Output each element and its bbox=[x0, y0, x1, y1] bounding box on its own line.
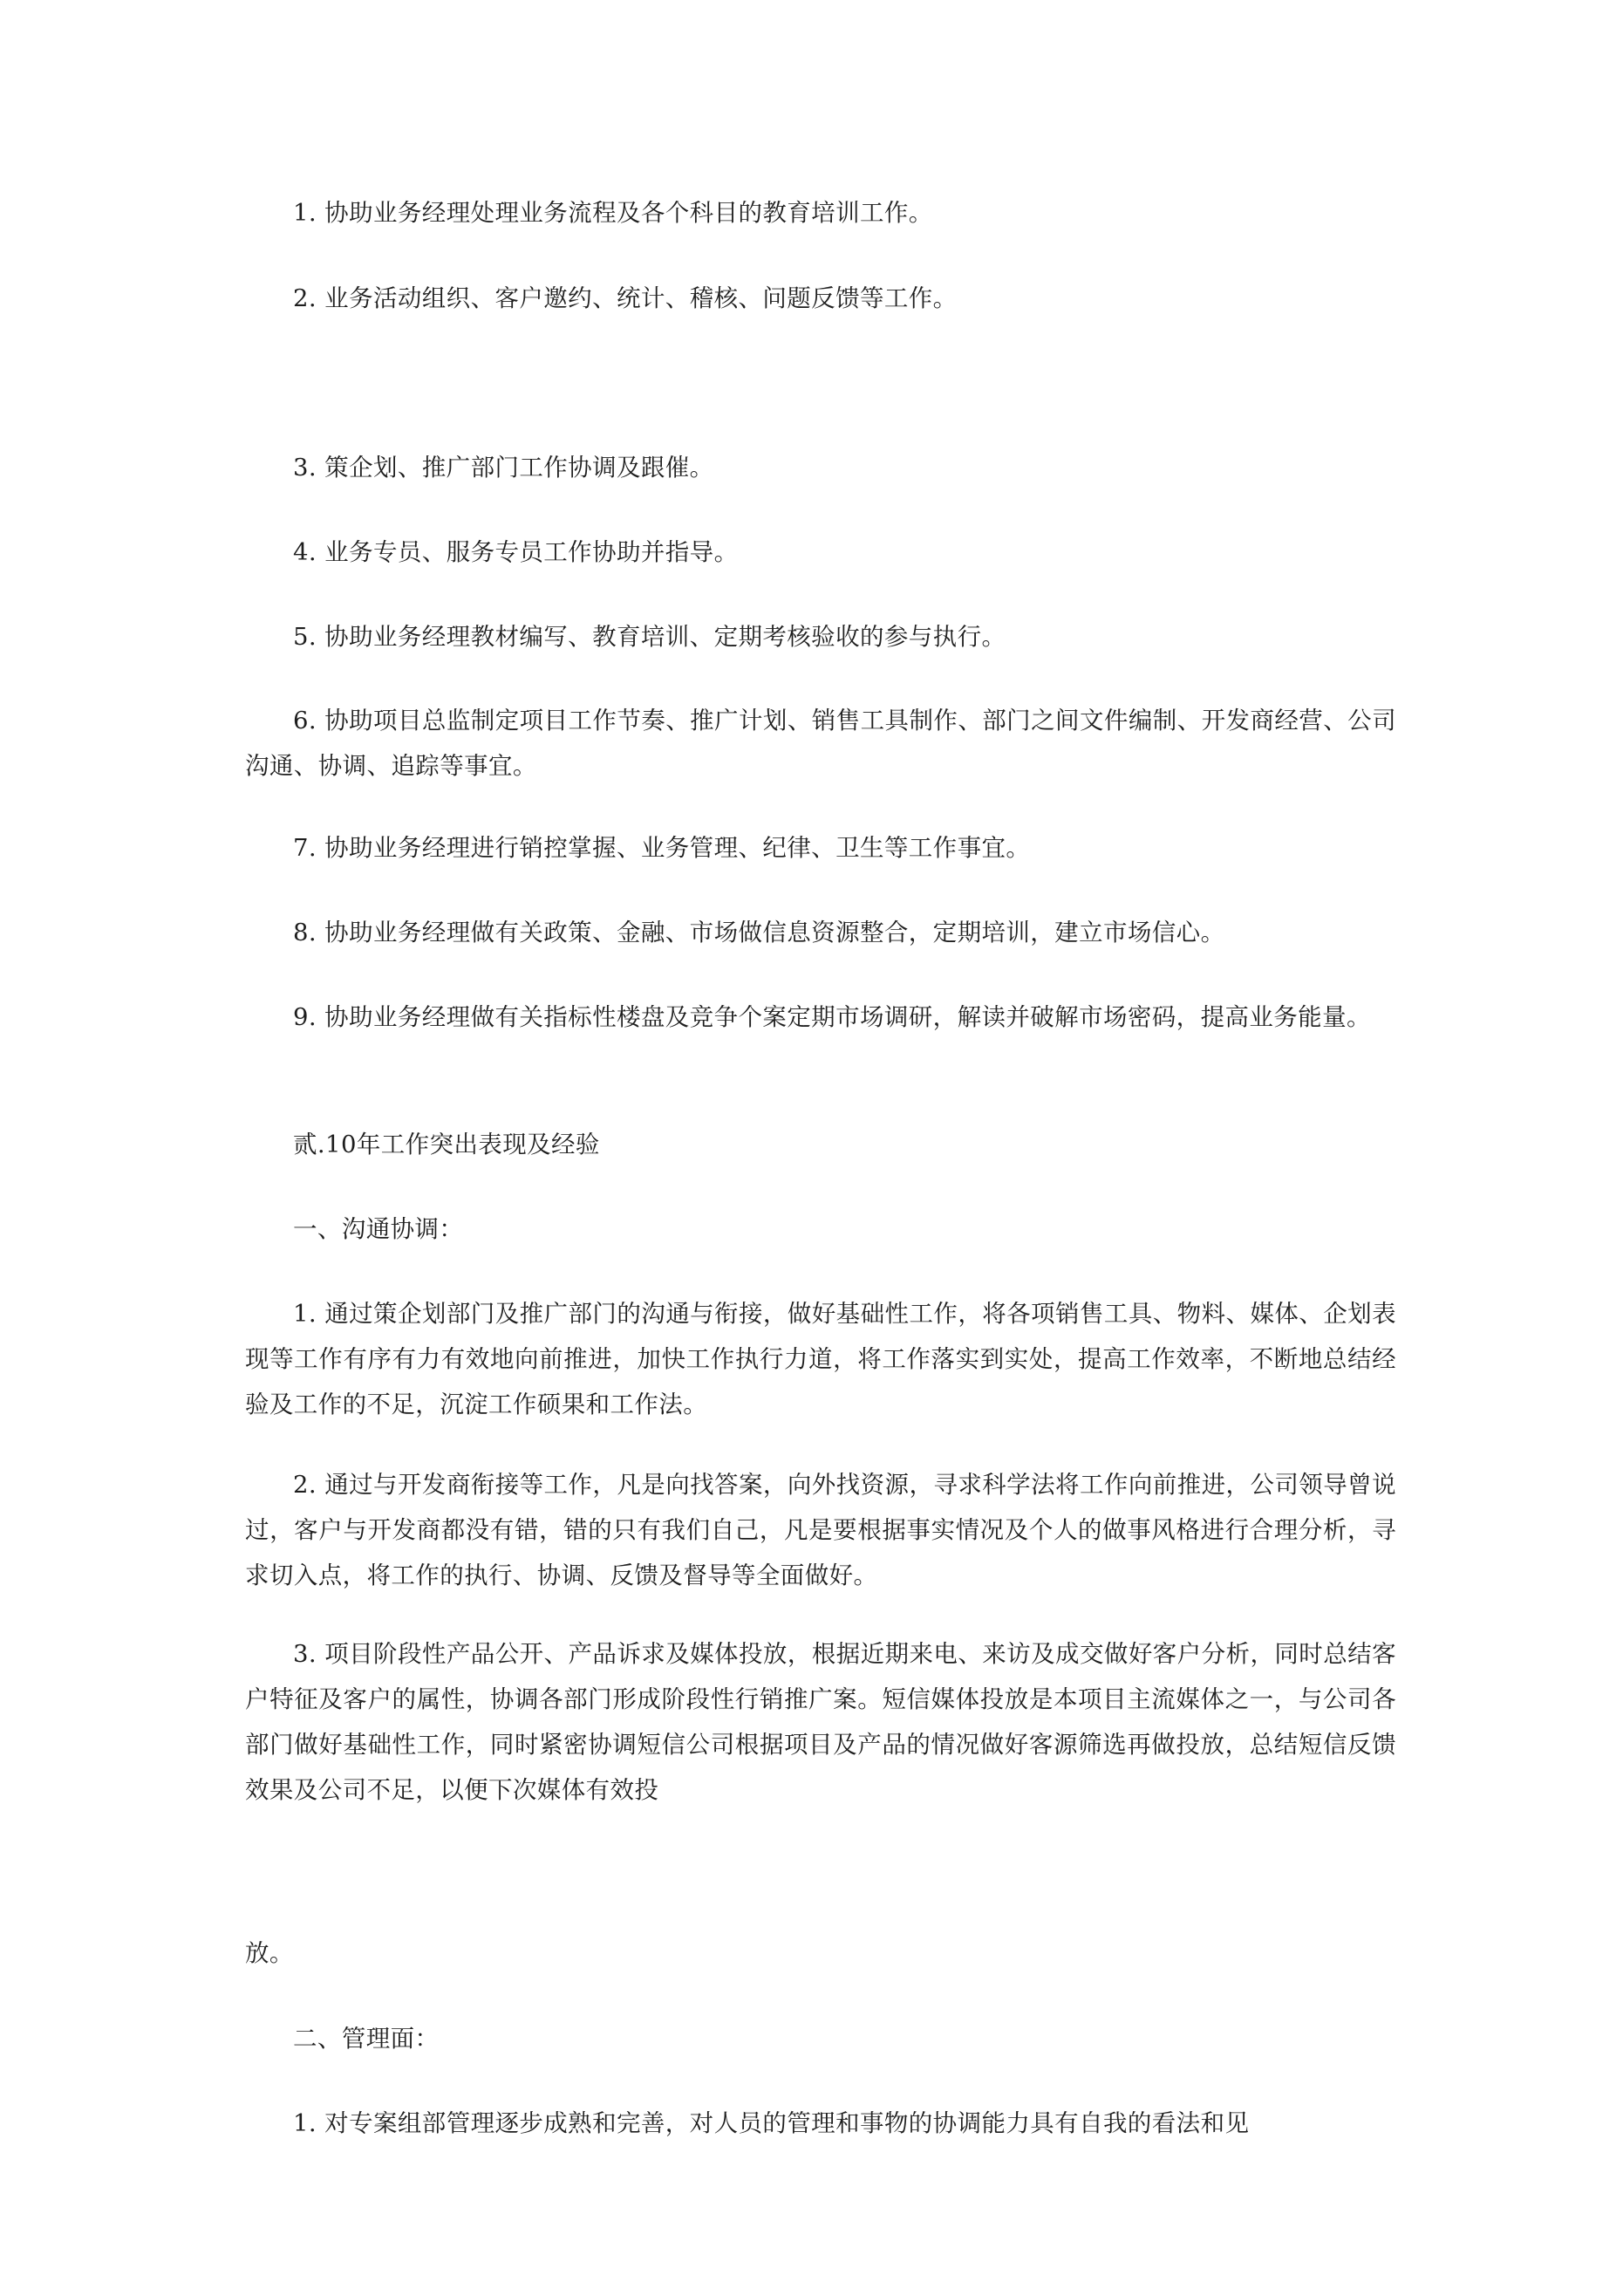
paragraph-3: 3. 策企划、推广部门工作协调及跟催。 bbox=[293, 454, 714, 482]
paragraph-4: 4. 业务专员、服务专员工作协助并指导。 bbox=[293, 538, 739, 566]
paragraph-communication-1: 1. 通过策企划部门及推广部门的沟通与衔接，做好基础性工作，将各项销售工具、物料、媒体、企划表现等工作有序有力有效地向前推进，加快工作执行力道，将工作落实到实处，提高工作效率，不断地总结经验及工作的不足，沉淀工作硕果和工作法。 bbox=[245, 1300, 1396, 1418]
paragraph-2: 2. 业务活动组织、客户邀约、统计、稽核、问题反馈等工作。 bbox=[293, 284, 958, 312]
section-heading-achievements: 贰.10年工作突出表现及经验 bbox=[293, 1131, 600, 1158]
paragraph-communication-3: 3. 项目阶段性产品公开、产品诉求及媒体投放，根据近期来电、来访及成交做好客户分析，同时总结客户特征及客户的属性，协调各部门形成阶段性行销推广案。短信媒体投放是本项目主流媒体之一，与公司各部门做好基础性工作，同时紧密协调短信公司根据项目及产品的情况做好客源筛选再做投放，总结短信反馈效果及公司不足，以便下次媒体有效投 bbox=[245, 1640, 1396, 1804]
paragraph-continuation: 放。 bbox=[245, 1939, 294, 1967]
paragraph-1: 1. 协助业务经理处理业务流程及各个科目的教育培训工作。 bbox=[293, 199, 933, 227]
paragraph-management-1: 1. 对专案组部管理逐步成熟和完善，对人员的管理和事物的协调能力具有自我的看法和见 bbox=[293, 2109, 1250, 2137]
paragraph-communication-2: 2. 通过与开发商衔接等工作，凡是向找答案，向外找资源，寻求科学法将工作向前推进，公司领导曾说过，客户与开发商都没有错，错的只有我们自己，凡是要根据事实情况及个人的做事风格进行合理分析，寻求切入点，将工作的执行、协调、反馈及督导等全面做好。 bbox=[245, 1471, 1396, 1589]
paragraph-8: 8. 协助业务经理做有关政策、金融、市场做信息资源整合，定期培训，建立市场信心。 bbox=[293, 919, 1225, 946]
paragraph-5: 5. 协助业务经理教材编写、教育培训、定期考核验收的参与执行。 bbox=[293, 623, 1006, 651]
subheading-management: 二、管理面： bbox=[293, 2025, 440, 2053]
paragraph-9: 9. 协助业务经理做有关指标性楼盘及竞争个案定期市场调研，解读并破解市场密码，提高业务能量。 bbox=[293, 1003, 1371, 1031]
paragraph-6: 6. 协助项目总监制定项目工作节奏、推广计划、销售工具制作、部门之间文件编制、开发商经营、公司沟通、协调、追踪等事宜。 bbox=[245, 707, 1396, 780]
subheading-communication: 一、沟通协调： bbox=[293, 1215, 464, 1243]
paragraph-7: 7. 协助业务经理进行销控掌握、业务管理、纪律、卫生等工作事宜。 bbox=[293, 834, 1031, 862]
